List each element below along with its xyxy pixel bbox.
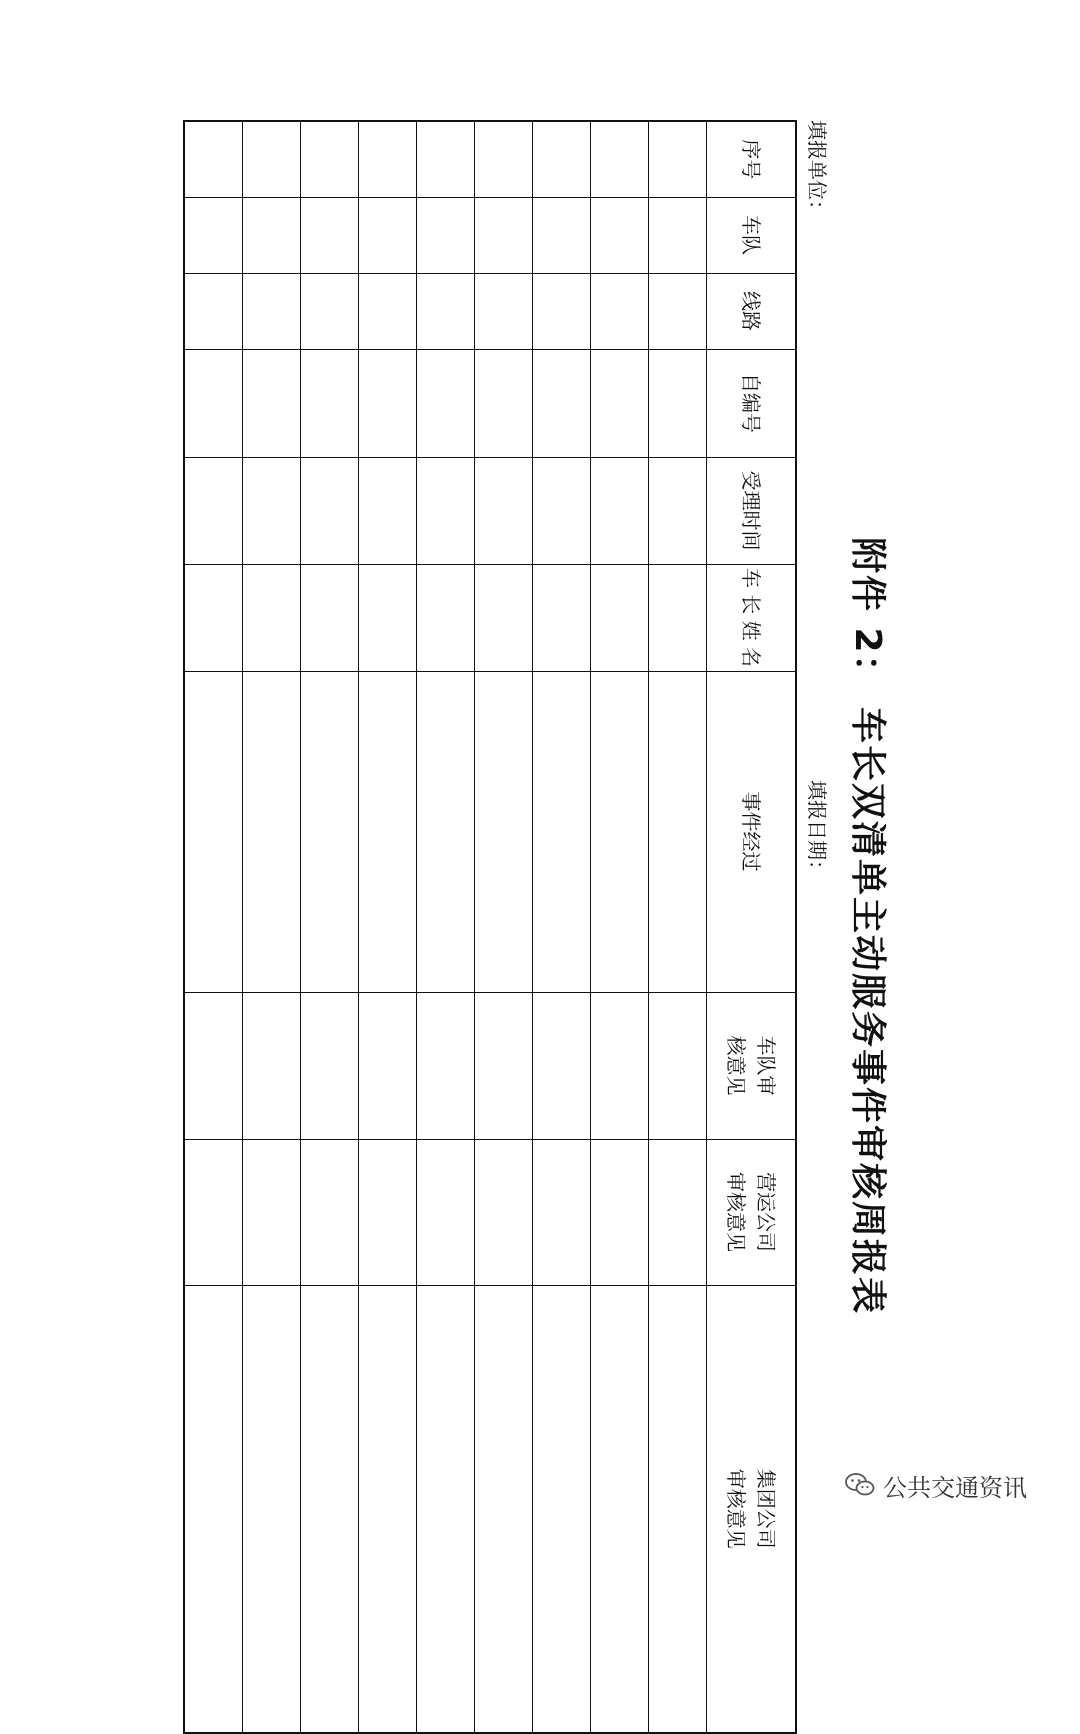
- watermark-text: 公共交通资讯: [883, 1473, 1027, 1502]
- table-cell[interactable]: [591, 992, 649, 1139]
- header-accept-time-text: 受理时间: [739, 470, 763, 551]
- header-group-company-review-line1: 集团公司: [754, 1468, 778, 1549]
- header-captain-name-text: 车 长 姓 名: [739, 567, 763, 668]
- table-cell[interactable]: [475, 1285, 533, 1733]
- table-cell[interactable]: [649, 564, 707, 671]
- table-cell[interactable]: [301, 1285, 359, 1733]
- header-event-details-text: 事件经过: [739, 791, 763, 872]
- table-cell[interactable]: [359, 121, 417, 197]
- table-cell[interactable]: [243, 121, 301, 197]
- table-cell[interactable]: [417, 121, 475, 197]
- header-event-details: [707, 671, 797, 992]
- table-cell[interactable]: [649, 273, 707, 349]
- header-fleet-text: 车队: [739, 215, 763, 255]
- rotated-form: [187, 120, 888, 1732]
- table-cell[interactable]: [243, 671, 301, 992]
- table-row: [591, 121, 649, 1733]
- table-cell[interactable]: [533, 121, 591, 197]
- table-cell[interactable]: [184, 349, 243, 457]
- table-cell[interactable]: [301, 197, 359, 273]
- table-cell[interactable]: [184, 671, 243, 992]
- report-table: [183, 120, 797, 1734]
- header-serial-no-text: 序号: [739, 139, 763, 180]
- table-cell[interactable]: [359, 1139, 417, 1285]
- table-row: [417, 121, 475, 1733]
- table-cell[interactable]: [417, 349, 475, 457]
- table-cell[interactable]: [533, 457, 591, 564]
- header-operating-company-review-line2: 审核意见: [724, 1172, 748, 1252]
- table-cell[interactable]: [533, 197, 591, 273]
- table-cell[interactable]: [591, 1285, 649, 1733]
- table-cell[interactable]: [591, 349, 649, 457]
- table-cell[interactable]: [533, 671, 591, 992]
- table-cell[interactable]: [591, 273, 649, 349]
- header-fleet-review: [707, 992, 797, 1139]
- table-cell[interactable]: [475, 121, 533, 197]
- table-cell[interactable]: [301, 992, 359, 1139]
- table-cell[interactable]: [301, 671, 359, 992]
- fill-unit-label: 填报单位：: [805, 120, 829, 220]
- table-cell[interactable]: [417, 671, 475, 992]
- table-cell[interactable]: [359, 197, 417, 273]
- header-self-number-text: 自编号: [739, 373, 763, 433]
- table-cell[interactable]: [359, 349, 417, 457]
- table-cell[interactable]: [301, 457, 359, 564]
- table-cell[interactable]: [591, 564, 649, 671]
- table-cell[interactable]: [475, 992, 533, 1139]
- header-route-text: 线路: [739, 291, 763, 331]
- table-cell[interactable]: [417, 197, 475, 273]
- table-cell[interactable]: [184, 273, 243, 349]
- table-cell[interactable]: [301, 273, 359, 349]
- header-fleet: [707, 197, 797, 273]
- table-body: [184, 121, 707, 1733]
- table-cell[interactable]: [184, 564, 243, 671]
- table-cell[interactable]: [475, 457, 533, 564]
- table-cell[interactable]: [184, 992, 243, 1139]
- table-cell[interactable]: [184, 1285, 243, 1733]
- table-cell[interactable]: [533, 1139, 591, 1285]
- table-cell[interactable]: [301, 121, 359, 197]
- watermark: [845, 1465, 1027, 1505]
- table-cell[interactable]: [591, 1139, 649, 1285]
- table-cell[interactable]: [533, 273, 591, 349]
- table-cell[interactable]: [243, 564, 301, 671]
- table-cell[interactable]: [417, 1285, 475, 1733]
- table-cell[interactable]: [475, 1139, 533, 1285]
- table-cell[interactable]: [533, 1285, 591, 1733]
- table-row: [184, 121, 243, 1733]
- table-cell[interactable]: [475, 671, 533, 992]
- table-cell[interactable]: [184, 197, 243, 273]
- table-cell[interactable]: [417, 457, 475, 564]
- table-cell[interactable]: [184, 457, 243, 564]
- table-cell[interactable]: [533, 564, 591, 671]
- table-cell[interactable]: [243, 1139, 301, 1285]
- table-cell[interactable]: [417, 1139, 475, 1285]
- table-cell[interactable]: [649, 1285, 707, 1733]
- header-fleet-review-line2: 核意见: [724, 1035, 748, 1096]
- table-row: [475, 121, 533, 1733]
- table-row: [301, 121, 359, 1733]
- table-cell[interactable]: [591, 197, 649, 273]
- fill-date-label: 填报日期：: [805, 780, 829, 880]
- table-cell[interactable]: [417, 273, 475, 349]
- table-cell[interactable]: [533, 992, 591, 1139]
- table-cell[interactable]: [649, 197, 707, 273]
- table-cell[interactable]: [649, 121, 707, 197]
- table-cell[interactable]: [301, 349, 359, 457]
- table-cell[interactable]: [184, 121, 243, 197]
- table-cell[interactable]: [359, 564, 417, 671]
- table-cell[interactable]: [591, 121, 649, 197]
- form-title: 附件 2： 车长双清单主动服务事件审核周报表: [847, 536, 888, 1316]
- table-cell[interactable]: [243, 1285, 301, 1733]
- table-cell[interactable]: [533, 349, 591, 457]
- table-cell[interactable]: [243, 457, 301, 564]
- wechat-icon: [845, 1472, 875, 1498]
- table-cell[interactable]: [243, 349, 301, 457]
- table-cell[interactable]: [475, 273, 533, 349]
- table-cell[interactable]: [301, 1139, 359, 1285]
- table-cell[interactable]: [417, 992, 475, 1139]
- header-fleet-review-line1: 车队审: [754, 1035, 778, 1096]
- header-accept-time: [707, 457, 797, 564]
- table-cell[interactable]: [649, 457, 707, 564]
- table-row: [243, 121, 301, 1733]
- header-group-company-review-line2: 审核意见: [724, 1468, 748, 1549]
- table-cell[interactable]: [243, 273, 301, 349]
- header-row: [707, 121, 797, 1733]
- table-row: [649, 121, 707, 1733]
- header-route: [707, 273, 797, 349]
- header-group-company-review: [707, 1285, 797, 1733]
- header-captain-name: [707, 564, 797, 671]
- table-cell[interactable]: [649, 1139, 707, 1285]
- table-cell[interactable]: [243, 197, 301, 273]
- table-row: [359, 121, 417, 1733]
- header-self-number: [707, 349, 797, 457]
- table-cell[interactable]: [301, 564, 359, 671]
- table-cell[interactable]: [649, 992, 707, 1139]
- table-cell[interactable]: [359, 457, 417, 564]
- header-operating-company-review-line1: 营运公司: [754, 1172, 778, 1252]
- table-cell[interactable]: [649, 671, 707, 992]
- table-cell[interactable]: [417, 564, 475, 671]
- table-cell[interactable]: [649, 349, 707, 457]
- table-cell[interactable]: [475, 197, 533, 273]
- table-cell[interactable]: [475, 564, 533, 671]
- table-cell[interactable]: [591, 457, 649, 564]
- header-operating-company-review: [707, 1139, 797, 1285]
- table-cell[interactable]: [359, 671, 417, 992]
- table-row: [533, 121, 591, 1733]
- table-cell[interactable]: [359, 992, 417, 1139]
- table-cell[interactable]: [359, 1285, 417, 1733]
- table-cell[interactable]: [184, 1139, 243, 1285]
- header-serial-no: [707, 121, 797, 197]
- table-cell[interactable]: [591, 671, 649, 992]
- table-cell[interactable]: [243, 992, 301, 1139]
- table-cell[interactable]: [475, 349, 533, 457]
- table-cell[interactable]: [359, 273, 417, 349]
